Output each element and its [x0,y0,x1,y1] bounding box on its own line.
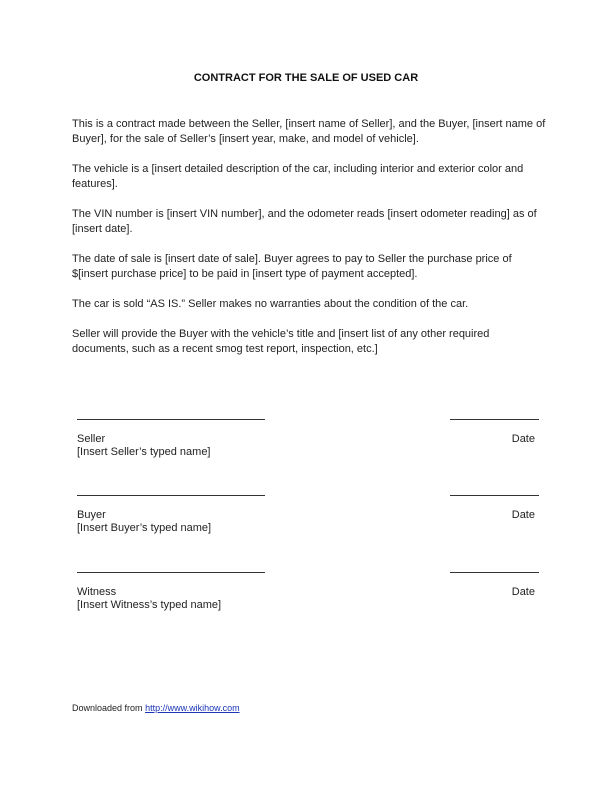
paragraph-parties: This is a contract made between the Seller, [insert name of Seller], and the Buyer, [insert name of Buyer], for the sale of Seller’s [insert year, make, and model of vehicle]. [72,118,546,145]
buyer-typed-name: [Insert Buyer’s typed name] [77,522,212,534]
seller-signature-line [77,419,265,420]
seller-typed-name: [Insert Seller’s typed name] [77,446,211,458]
paragraph-as-is: The car is sold “AS IS.” Seller makes no warranties about the condition of the car. [72,298,469,310]
buyer-date-line [450,495,539,496]
seller-date-line [450,419,539,420]
wikihow-link[interactable]: http://www.wikihow.com [145,703,240,713]
download-footer [72,703,240,713]
buyer-date-label: Date [511,509,535,521]
witness-date-label: Date [511,586,535,598]
paragraph-vehicle-description: The vehicle is a [insert detailed description of the car, including interior and exterior color and features]. [72,163,524,190]
witness-date-line [450,572,539,573]
witness-label: Witness [77,586,117,598]
witness-typed-name: [Insert Witness’s typed name] [77,599,222,611]
seller-date-label: Date [511,433,535,445]
seller-label: Seller [77,433,106,445]
paragraph-sale-price: The date of sale is [insert date of sale]. Buyer agrees to pay to Seller the purchase price of $[insert purchase price] to be paid in [insert type of payment accepted]. [72,253,512,280]
buyer-signature-line [77,495,265,496]
buyer-label: Buyer [77,509,106,521]
paragraph-vin-odometer: The VIN number is [insert VIN number], and the odometer reads [insert odometer reading] as of [insert date]. [72,208,537,235]
footer-prefix: Downloaded from [72,703,143,713]
witness-signature-line [77,572,265,573]
paragraph-documents: Seller will provide the Buyer with the vehicle’s title and [insert list of any other required documents, such as a recent smog test report, inspection, etc.] [72,328,490,355]
contract-title: CONTRACT FOR THE SALE OF USED CAR [193,72,419,84]
